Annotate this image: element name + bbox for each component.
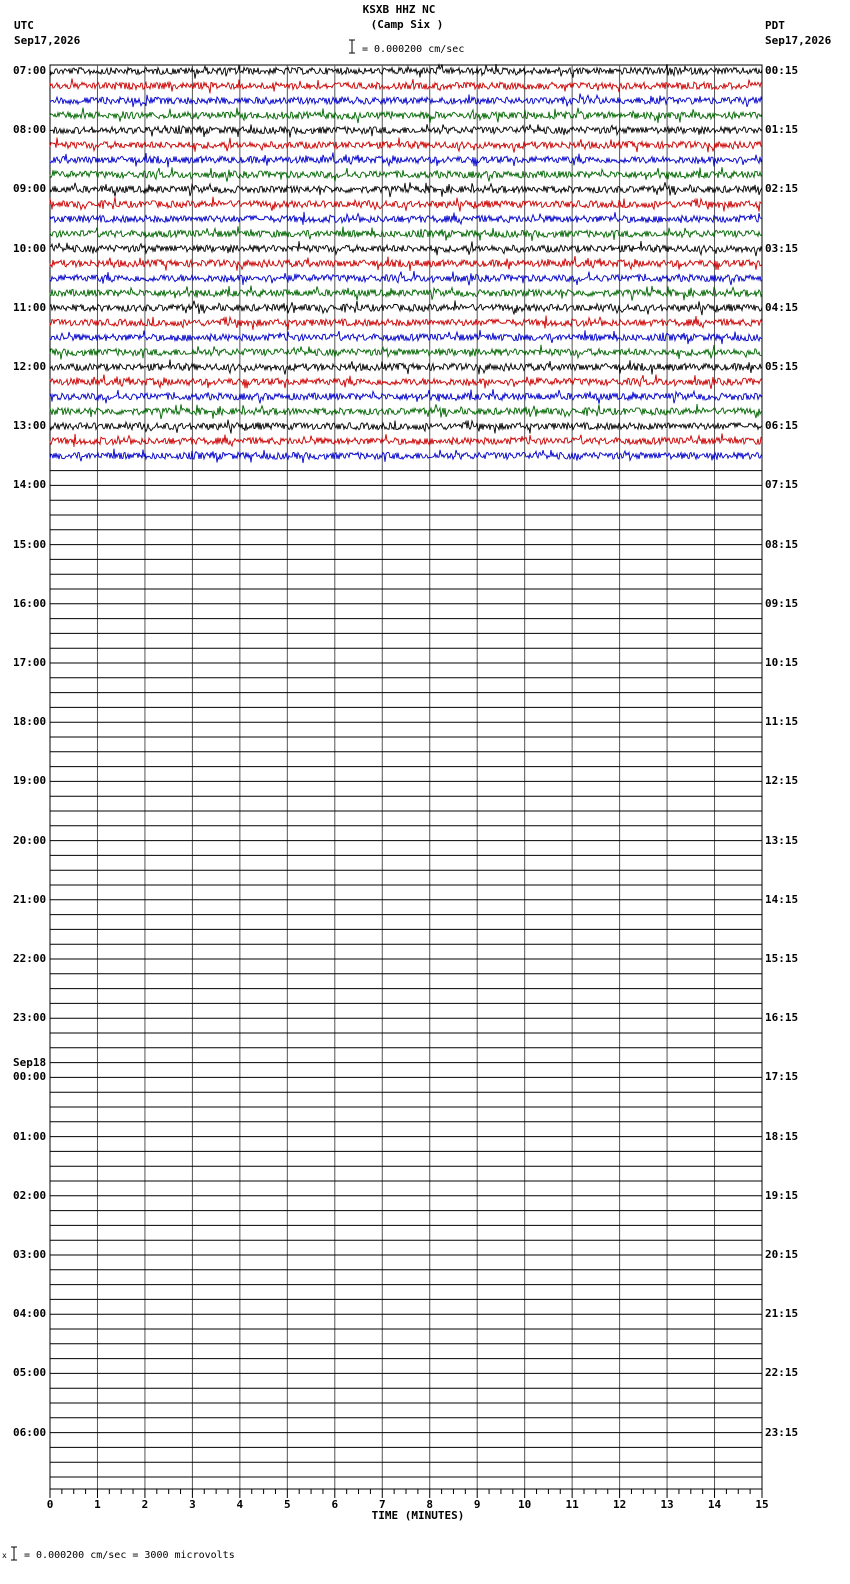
- pdt-hour-label: 12:15: [765, 774, 799, 788]
- x-axis-label: TIME (MINUTES): [371, 1509, 465, 1522]
- utc-hour-label: 17:00: [13, 656, 47, 669]
- pdt-hour-label: 01:15: [765, 123, 799, 137]
- utc-hour-label: 14:00: [13, 478, 47, 492]
- utc-hour-label: 12:00: [13, 360, 47, 373]
- utc-hour-label: 20:00: [13, 833, 47, 847]
- pdt-hour-label: 11:15: [765, 715, 799, 729]
- seismic-trace: [50, 420, 762, 434]
- date-change-label: Sep18: [13, 1056, 47, 1070]
- footer-scale-icon: [9, 1545, 19, 1563]
- utc-hour-label: 01:00: [13, 1129, 47, 1143]
- seismic-trace: [50, 241, 762, 256]
- pdt-hour-label: 19:15: [765, 1188, 799, 1202]
- seismic-trace: [50, 449, 762, 463]
- seismic-trace: [50, 360, 762, 375]
- x-tick-label: 8: [426, 1498, 434, 1511]
- utc-hour-label: 22:00: [13, 952, 47, 965]
- seismic-trace: [50, 212, 762, 225]
- pdt-hour-label: 03:15: [765, 241, 799, 255]
- scale-text: = 0.000200 cm/sec: [362, 44, 465, 55]
- utc-hour-label: 06:00: [13, 1425, 47, 1439]
- utc-hour-label: 15:00: [13, 537, 47, 551]
- seismic-trace: [50, 226, 762, 241]
- utc-hour-label: 19:00: [13, 774, 47, 788]
- utc-hour-label: 04:00: [13, 1307, 47, 1321]
- x-tick-label: 2: [141, 1498, 149, 1511]
- utc-hour-label: 16:00: [13, 596, 47, 610]
- x-tick-label: 14: [707, 1498, 722, 1511]
- seismic-trace: [50, 197, 762, 212]
- seismic-trace: [50, 345, 762, 360]
- pdt-hour-label: 16:15: [765, 1011, 799, 1025]
- x-tick-label: 1: [94, 1498, 101, 1511]
- x-tick-label: 5: [284, 1498, 291, 1511]
- pdt-hour-label: 18:15: [765, 1129, 799, 1143]
- seismic-trace: [50, 153, 762, 168]
- seismic-trace: [50, 330, 762, 344]
- station-title: KSXB HHZ NC: [362, 3, 436, 16]
- seismic-trace: [50, 138, 762, 153]
- pdt-hour-label: 08:15: [765, 537, 799, 551]
- right-timezone: PDT: [765, 19, 785, 32]
- utc-hour-label: 18:00: [13, 715, 47, 729]
- right-date: Sep17,2026: [765, 34, 832, 47]
- pdt-hour-label: 07:15: [765, 478, 799, 492]
- utc-hour-label: 07:00: [13, 64, 47, 77]
- pdt-hour-label: 05:15: [765, 360, 799, 373]
- utc-hour-label: 11:00: [13, 300, 47, 314]
- x-tick-label: 4: [236, 1498, 244, 1511]
- seismic-trace: [50, 256, 762, 271]
- x-tick-label: 15: [755, 1498, 769, 1511]
- utc-hour-label: 02:00: [13, 1188, 47, 1202]
- utc-hour-label: 05:00: [13, 1366, 47, 1380]
- pdt-hour-label: 22:15: [765, 1366, 799, 1380]
- utc-hour-label: 09:00: [13, 182, 47, 196]
- pdt-hour-label: 09:15: [765, 596, 799, 610]
- footer-prefix: x: [2, 1551, 7, 1560]
- x-tick-label: 12: [612, 1498, 627, 1511]
- seismic-trace: [50, 78, 762, 93]
- seismic-trace: [50, 94, 762, 108]
- footer-scale-text: = 0.000200 cm/sec = 3000 microvolts: [24, 1550, 235, 1561]
- pdt-hour-label: 23:15: [765, 1425, 799, 1439]
- seismic-trace: [50, 286, 762, 301]
- seismic-trace: [50, 389, 762, 404]
- x-tick-label: 3: [189, 1498, 196, 1511]
- utc-hour-label: 08:00: [13, 123, 47, 137]
- left-date: Sep17,2026: [14, 34, 81, 47]
- seismic-trace: [50, 108, 762, 123]
- pdt-hour-label: 04:15: [765, 300, 799, 314]
- seismic-trace: [50, 316, 762, 331]
- pdt-hour-label: 14:15: [765, 892, 799, 906]
- pdt-hour-label: 20:15: [765, 1248, 799, 1261]
- seismic-trace: [50, 271, 762, 285]
- utc-hour-label: 23:00: [13, 1011, 47, 1025]
- pdt-hour-label: 06:15: [765, 419, 799, 433]
- pdt-hour-label: 17:15: [765, 1070, 799, 1084]
- pdt-hour-label: 21:15: [765, 1307, 799, 1321]
- seismic-trace: [50, 375, 762, 389]
- utc-hour-label: 13:00: [13, 419, 47, 433]
- seismic-trace: [50, 182, 762, 197]
- utc-hour-label: 10:00: [13, 241, 47, 255]
- pdt-hour-label: 10:15: [765, 656, 799, 669]
- seismic-trace: [50, 404, 762, 419]
- x-tick-label: 0: [46, 1498, 54, 1511]
- seismic-trace: [50, 300, 762, 315]
- x-tick-label: 7: [378, 1498, 386, 1511]
- x-tick-label: 6: [331, 1498, 339, 1511]
- pdt-hour-label: 00:15: [765, 64, 799, 77]
- seismic-trace: [50, 167, 762, 182]
- x-tick-label: 10: [518, 1498, 532, 1511]
- seismic-trace: [50, 434, 762, 447]
- pdt-hour-label: 15:15: [765, 952, 799, 965]
- seismic-trace: [50, 64, 762, 79]
- x-tick-label: 11: [565, 1498, 579, 1511]
- left-timezone: UTC: [14, 19, 34, 32]
- seismic-trace: [50, 124, 762, 137]
- pdt-hour-label: 02:15: [765, 182, 799, 196]
- x-tick-label: 13: [660, 1498, 674, 1511]
- utc-hour-label: 00:00: [13, 1070, 47, 1084]
- utc-hour-label: 03:00: [13, 1248, 47, 1261]
- utc-hour-label: 21:00: [13, 892, 47, 906]
- x-tick-label: 9: [473, 1498, 481, 1511]
- site-subtitle: (Camp Six ): [370, 18, 444, 31]
- pdt-hour-label: 13:15: [765, 833, 799, 847]
